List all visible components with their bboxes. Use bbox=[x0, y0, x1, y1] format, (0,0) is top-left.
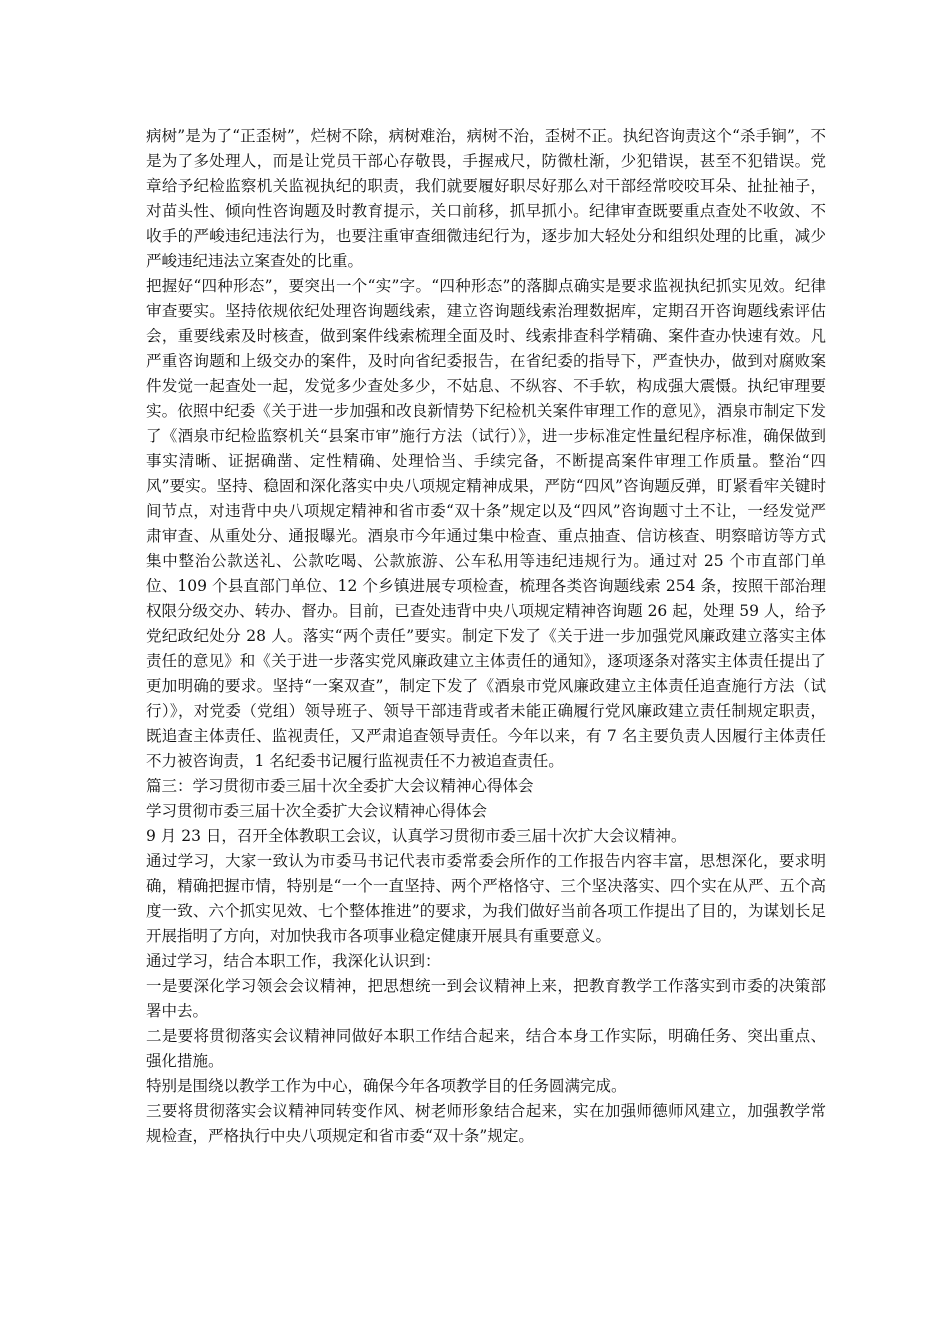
paragraph-date: 9 月 23 日，召开全体教职工会议，认真学习贯彻市委三届十次扩大会议精神。 bbox=[146, 827, 687, 845]
paragraph-3: 通过学习，大家一致认为市委马书记代表市委常委会所作的工作报告内容丰富，思想深化，要求明确，精确把握市情，特别是“一个一直坚持、两个严格恪守、三个坚决落实、四个实在从严、五个高度一致、六个抓实见效、七个整体推进”的要求，为我们做好当前各项工作提出了目的，为谋划长足开展指明了方向，对加快我市各项事业稳定健康开展具有重要意义。 bbox=[146, 852, 826, 945]
document-page bbox=[146, 124, 826, 1149]
paragraph-1: 病树”是为了“正歪树”，烂树不除，病树难治，病树不治，歪树不正。执纪咨询责这个“杀手锏”，不是为了多处理人，而是让党员干部心存敬畏，手握戒尺，防微杜渐，少犯错误，甚至不犯错误。党章给予纪检监察机关监视执纪的职责，我们就要履好职尽好那么对干部经常咬咬耳朵、扯扯袖子，对苗头性、倾向性咨询题及时教育提示，关口前移，抓早抓小。纪律审查既要重点查处不收敛、不收手的严峻违纪违法行为，也要注重审查细微违纪行为，逐步加大轻处分和组织处理的比重，减少严峻违纪违法立案查处的比重。 bbox=[146, 127, 826, 270]
paragraph-6: 二是要将贯彻落实会议精神同做好本职工作结合起来，结合本身工作实际，明确任务、突出重点、强化措施。 bbox=[146, 1027, 826, 1070]
paragraph-7: 特别是围绕以教学工作为中心，确保今年各项教学目的任务圆满完成。 bbox=[146, 1077, 627, 1095]
article-title: 学习贯彻市委三届十次全委扩大会议精神心得体会 bbox=[146, 802, 488, 820]
paragraph-8: 三要将贯彻落实会议精神同转变作风、树老师形象结合起来，实在加强师德师风建立，加强教学常规检查，严格执行中央八项规定和省市委“双十条”规定。 bbox=[146, 1102, 826, 1145]
paragraph-4: 通过学习，结合本职工作，我深化认识到： bbox=[146, 952, 441, 970]
paragraph-5: 一是要深化学习领会会议精神，把思想统一到会议精神上来，把教育教学工作落实到市委的决策部署中去。 bbox=[146, 977, 826, 1020]
section-heading: 篇三：学习贯彻市委三届十次全委扩大会议精神心得体会 bbox=[146, 777, 534, 795]
paragraph-2: 把握好“四种形态”，要突出一个“实”字。“四种形态”的落脚点确实是要求监视执纪抓实见效。纪律审查要实。坚持依规依纪处理咨询题线索，建立咨询题线索治理数据库，定期召开咨询题线索评估会，重要线索及时核查，做到案件线索梳理全面及时、线索排查科学精确、案件查办快速有效。凡严重咨询题和上级交办的案件，及时向省纪委报告，在省纪委的指导下，严查快办，做到对腐败案件发觉一起查处一起，发觉多少查处多少，不姑息、不纵容、不手软，构成强大震慑。执纪审理要实。依照中纪委《关于进一步加强和改良新情势下纪检机关案件审理工作的意见》，酒泉市制定下发了《酒泉市纪检监察机关“县案市审”施行方法（试行）》，进一步标准定性量纪程序标准，确保做到事实清晰、证据确凿、定性精确、处理恰当、手续完备，不断提高案件审理工作质量。整治“四风”要实。坚持、稳固和深化落实中央八项规定精神成果，严防“四风”咨询题反弹，盯紧看牢关键时间节点，对违背中央八项规定精神和省市委“双十条”规定以及“四风”咨询题寸土不让，一经发觉严肃审查、从重处分、通报曝光。酒泉市今年通过集中检查、重点抽查、信访核查、明察暗访等方式集中整治公款送礼、公款吃喝、公款旅游、公车私用等违纪违规行为。通过对 25 个市直部门单位、109 个县直部门单位、12 个乡镇进展专项检查，梳理各类咨询题线索 254 条，按照干部治理权限分级交办、转办、督办。目前，已查处违背中央八项规定精神咨询题 26 起，处理 59 人，给予党纪政纪处分 28 人。落实“两个责任”要实。制定下发了《关于进一步加强党风廉政建立落实主体责任的意见》和《关于进一步落实党风廉政建立主体责任的通知》，逐项逐条对落实主体责任提出了更加明确的要求。坚持“一案双查”，制定下发了《酒泉市党风廉政建立主体责任追查施行方法（试行）》，对党委（党组）领导班子、领导干部违背或者未能正确履行党风廉政建立责任制规定职责，既追查主体责任、监视责任，又严肃追查领导责任。今年以来，有 7 名主要负责人因履行主体责任不力被咨询责，1 名纪委书记履行监视责任不力被追查责任。 bbox=[146, 277, 826, 770]
